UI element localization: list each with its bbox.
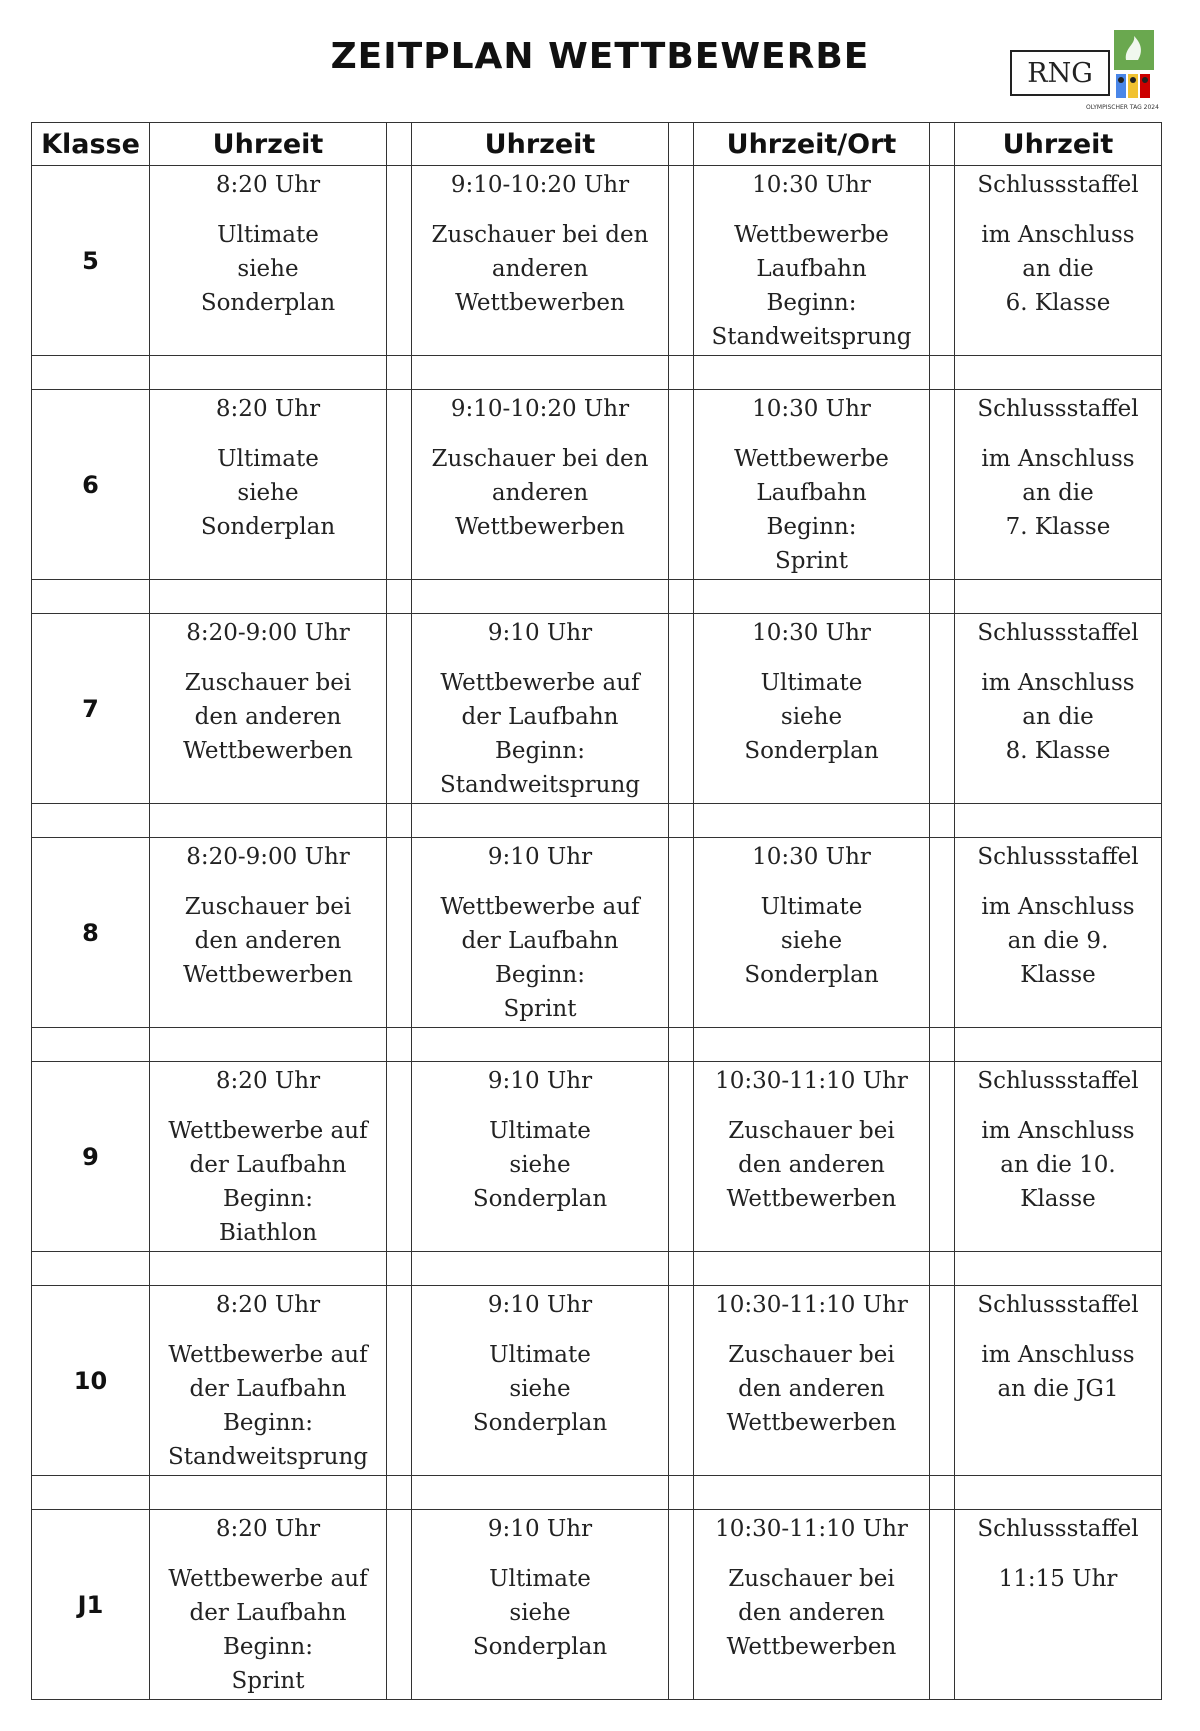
gap-cell xyxy=(669,804,694,838)
gap-cell xyxy=(955,804,1162,838)
cell-text-line: 6. Klasse xyxy=(1005,290,1111,316)
schedule-cell xyxy=(694,838,930,1028)
gap-cell xyxy=(694,580,930,614)
gap-row xyxy=(32,804,1162,838)
cell-text-line: im Anschluss xyxy=(981,894,1135,920)
schedule-cell xyxy=(150,614,387,804)
cell-time: 9:10 Uhr xyxy=(487,1292,593,1318)
cell-text-line: den anderen xyxy=(738,1152,885,1178)
gap-cell xyxy=(669,1252,694,1286)
cell-text-line: siehe xyxy=(237,480,299,506)
table-row xyxy=(32,166,1162,356)
cell-text-line: Ultimate xyxy=(489,1566,591,1592)
gap-cell xyxy=(387,804,412,838)
cell-text-line: Wettbewerben xyxy=(183,738,353,764)
cell-time: 8:20 Uhr xyxy=(215,1292,321,1318)
cell-text-line: siehe xyxy=(237,256,299,282)
cell-time: Schlussstaffel xyxy=(977,1516,1139,1542)
cell-time: 9:10 Uhr xyxy=(487,1068,593,1094)
gap-cell xyxy=(930,1028,955,1062)
cell-text-line: der Laufbahn xyxy=(461,928,619,954)
cell-text-line: Zuschauer bei den xyxy=(431,446,649,472)
schedule-table xyxy=(31,122,1162,1700)
schedule-cell xyxy=(150,838,387,1028)
spacer-column xyxy=(930,1510,955,1700)
spacer-column xyxy=(930,838,955,1028)
header-uhrzeit-2: Uhrzeit xyxy=(412,123,669,166)
olympic-torch-icon xyxy=(1114,30,1154,102)
gap-cell xyxy=(32,356,150,390)
cell-time: 8:20 Uhr xyxy=(215,172,321,198)
schedule-cell xyxy=(955,390,1162,580)
cell-text-line: Beginn: xyxy=(495,962,585,988)
schedule-cell xyxy=(412,838,669,1028)
gap-cell xyxy=(412,1476,669,1510)
schedule-cell xyxy=(694,1062,930,1252)
cell-text-line: Wettbewerben xyxy=(726,1186,897,1212)
cell-time: 9:10 Uhr xyxy=(487,844,593,870)
spacer-column xyxy=(669,1286,694,1476)
cell-text-line: Zuschauer bei den xyxy=(431,222,649,248)
schedule-cell xyxy=(412,1510,669,1700)
schedule-cell xyxy=(150,166,387,356)
gap-cell xyxy=(412,1252,669,1286)
cell-text-line: Beginn: xyxy=(223,1410,313,1436)
cell-time: 9:10 Uhr xyxy=(487,1516,593,1542)
klasse-cell: J1 xyxy=(32,1510,150,1700)
cell-text-line: den anderen xyxy=(194,928,342,954)
cell-text-line: Beginn: xyxy=(766,290,857,316)
spacer-column xyxy=(669,1062,694,1252)
cell-text-line: siehe xyxy=(509,1376,571,1402)
cell-text-line: Ultimate xyxy=(489,1342,591,1368)
logo-subtext: OLYMPISCHER TAG 2024 xyxy=(1086,104,1159,111)
table-row xyxy=(32,1062,1162,1252)
gap-cell xyxy=(669,1476,694,1510)
cell-text-line: Biathlon xyxy=(218,1220,318,1246)
gap-cell xyxy=(669,580,694,614)
gap-cell xyxy=(32,580,150,614)
spacer-column xyxy=(387,838,412,1028)
cell-text-line: Klasse xyxy=(1020,962,1096,988)
cell-time: Schlussstaffel xyxy=(977,1292,1139,1318)
cell-text-line: 7. Klasse xyxy=(1005,514,1111,540)
gap-cell xyxy=(150,1028,387,1062)
school-logo xyxy=(1010,30,1160,112)
cell-text-line: Wettbewerbe auf xyxy=(168,1566,368,1592)
spacer-column xyxy=(669,123,694,166)
gap-cell xyxy=(669,356,694,390)
cell-text-line: Ultimate xyxy=(760,670,863,696)
gap-cell xyxy=(930,356,955,390)
schedule-cell xyxy=(955,166,1162,356)
cell-text-line: Wettbewerben xyxy=(183,962,353,988)
cell-time: 8:20 Uhr xyxy=(215,396,321,422)
gap-cell xyxy=(412,1028,669,1062)
cell-text-line: Wettbewerbe auf xyxy=(440,894,640,920)
cell-text-line: im Anschluss xyxy=(981,446,1135,472)
cell-time: Schlussstaffel xyxy=(977,620,1139,646)
cell-text-line: anderen xyxy=(491,480,589,506)
gap-cell xyxy=(930,580,955,614)
cell-text-line: Klasse xyxy=(1020,1186,1096,1212)
cell-text-line: Wettbewerben xyxy=(726,1410,897,1436)
spacer-column xyxy=(669,838,694,1028)
cell-text-line: der Laufbahn xyxy=(461,704,619,730)
cell-text-line: siehe xyxy=(509,1600,571,1626)
spacer-column xyxy=(387,390,412,580)
table-row xyxy=(32,1286,1162,1476)
cell-text-line: Wettbewerbe xyxy=(734,446,889,472)
cell-text-line: siehe xyxy=(780,928,843,954)
cell-time: 10:30-11:10 Uhr xyxy=(715,1068,908,1094)
gap-cell xyxy=(150,1476,387,1510)
gap-row xyxy=(32,1476,1162,1510)
cell-text-line: anderen xyxy=(491,256,589,282)
klasse-cell: 6 xyxy=(32,390,150,580)
gap-cell xyxy=(387,356,412,390)
cell-time: Schlussstaffel xyxy=(977,1068,1139,1094)
cell-text-line: Wettbewerben xyxy=(455,290,625,316)
cell-time: Schlussstaffel xyxy=(977,396,1139,422)
table-row xyxy=(32,390,1162,580)
cell-time: 8:20 Uhr xyxy=(215,1068,321,1094)
cell-text-line: Sonderplan xyxy=(472,1186,608,1212)
cell-text-line: Beginn: xyxy=(495,738,585,764)
gap-cell xyxy=(669,1028,694,1062)
page-title: ZEITPLAN WETTBEWERBE xyxy=(330,36,870,77)
gap-cell xyxy=(150,580,387,614)
gap-cell xyxy=(930,1476,955,1510)
gap-cell xyxy=(387,1476,412,1510)
table-row xyxy=(32,614,1162,804)
cell-text-line: Ultimate xyxy=(217,446,319,472)
cell-text-line: der Laufbahn xyxy=(189,1600,347,1626)
cell-text-line: Zuschauer bei xyxy=(728,1118,895,1144)
cell-text-line: im Anschluss xyxy=(981,670,1135,696)
cell-text-line: den anderen xyxy=(194,704,342,730)
cell-text-line: Laufbahn xyxy=(756,256,867,282)
cell-text-line: Zuschauer bei xyxy=(184,670,352,696)
gap-cell xyxy=(955,356,1162,390)
cell-time: 9:10 Uhr xyxy=(487,620,593,646)
schedule-body xyxy=(32,166,1162,1700)
cell-time: Schlussstaffel xyxy=(977,844,1139,870)
cell-time: Schlussstaffel xyxy=(977,172,1139,198)
schedule-cell xyxy=(150,1286,387,1476)
cell-text-line: Wettbewerbe auf xyxy=(440,670,640,696)
spacer-column xyxy=(387,1286,412,1476)
klasse-cell: 10 xyxy=(32,1286,150,1476)
schedule-cell xyxy=(412,614,669,804)
gap-cell xyxy=(694,1476,930,1510)
gap-cell xyxy=(412,356,669,390)
cell-text-line: an die 10. xyxy=(1000,1152,1116,1178)
cell-text-line: Ultimate xyxy=(217,222,319,248)
spacer-column xyxy=(387,1510,412,1700)
header-uhrzeit-1: Uhrzeit xyxy=(150,123,387,166)
cell-text-line: Sonderplan xyxy=(472,1634,608,1660)
cell-text-line: der Laufbahn xyxy=(189,1376,347,1402)
gap-cell xyxy=(387,580,412,614)
gap-cell xyxy=(150,804,387,838)
cell-time: 8:20-9:00 Uhr xyxy=(186,620,350,646)
gap-cell xyxy=(387,1252,412,1286)
cell-text-line: Wettbewerbe xyxy=(734,222,889,248)
cell-text-line: Sonderplan xyxy=(200,514,336,540)
cell-text-line: Beginn: xyxy=(766,514,857,540)
cell-text-line: siehe xyxy=(780,704,843,730)
gap-cell xyxy=(32,1028,150,1062)
klasse-cell: 8 xyxy=(32,838,150,1028)
cell-time: 10:30 Uhr xyxy=(752,620,871,646)
cell-text-line: den anderen xyxy=(738,1600,885,1626)
gap-cell xyxy=(694,804,930,838)
cell-text-line: Standweitsprung xyxy=(439,772,640,798)
gap-cell xyxy=(955,1476,1162,1510)
cell-text-line: im Anschluss xyxy=(981,222,1135,248)
cell-text-line: Sprint xyxy=(775,548,848,574)
schedule-cell xyxy=(955,1286,1162,1476)
header-uhrzeit-ort: Uhrzeit/Ort xyxy=(694,123,930,166)
gap-row xyxy=(32,1252,1162,1286)
cell-text-line: Wettbewerben xyxy=(455,514,625,540)
cell-text-line: Zuschauer bei xyxy=(184,894,352,920)
header-klasse: Klasse xyxy=(32,123,150,166)
cell-time: 10:30 Uhr xyxy=(752,396,871,422)
cell-text-line: 8. Klasse xyxy=(1005,738,1111,764)
cell-text-line: Standweitsprung xyxy=(711,324,912,350)
gap-cell xyxy=(412,580,669,614)
gap-cell xyxy=(150,1252,387,1286)
schedule-cell xyxy=(150,390,387,580)
cell-text-line: der Laufbahn xyxy=(189,1152,347,1178)
cell-text-line: im Anschluss xyxy=(981,1342,1135,1368)
klasse-cell: 9 xyxy=(32,1062,150,1252)
gap-cell xyxy=(412,804,669,838)
gap-row xyxy=(32,356,1162,390)
cell-time: 9:10-10:20 Uhr xyxy=(450,396,630,422)
schedule-cell xyxy=(412,166,669,356)
cell-text-line: Sonderplan xyxy=(744,962,879,988)
gap-row xyxy=(32,580,1162,614)
cell-text-line: Wettbewerbe auf xyxy=(168,1342,368,1368)
cell-text-line: Sprint xyxy=(231,1668,305,1694)
cell-text-line: den anderen xyxy=(738,1376,885,1402)
gap-cell xyxy=(955,1252,1162,1286)
cell-text-line: 11:15 Uhr xyxy=(998,1566,1118,1592)
cell-text-line: Wettbewerben xyxy=(726,1634,897,1660)
spacer-column xyxy=(930,1286,955,1476)
logo-text: RNG xyxy=(1010,50,1110,96)
cell-text-line: Ultimate xyxy=(489,1118,591,1144)
gap-cell xyxy=(930,1252,955,1286)
cell-text-line: siehe xyxy=(509,1152,571,1178)
spacer-column xyxy=(930,390,955,580)
spacer-column xyxy=(669,390,694,580)
cell-text-line: Zuschauer bei xyxy=(728,1342,895,1368)
cell-text-line: Standweitsprung xyxy=(167,1444,368,1470)
cell-text-line: Sonderplan xyxy=(744,738,879,764)
cell-text-line: an die 9. xyxy=(1007,928,1109,954)
schedule-cell xyxy=(955,1510,1162,1700)
cell-text-line: Beginn: xyxy=(223,1634,313,1660)
cell-text-line: an die JG1 xyxy=(997,1376,1119,1402)
klasse-cell: 5 xyxy=(32,166,150,356)
cell-text-line: an die xyxy=(1022,480,1094,506)
schedule-cell xyxy=(150,1062,387,1252)
schedule-cell xyxy=(694,614,930,804)
cell-time: 10:30 Uhr xyxy=(752,172,871,198)
cell-text-line: Ultimate xyxy=(760,894,863,920)
cell-text-line: Wettbewerbe auf xyxy=(168,1118,368,1144)
cell-text-line: an die xyxy=(1022,704,1094,730)
cell-text-line: Laufbahn xyxy=(756,480,867,506)
schedule-cell xyxy=(412,1062,669,1252)
cell-text-line: im Anschluss xyxy=(981,1118,1135,1144)
schedule-cell xyxy=(694,1286,930,1476)
cell-time: 8:20 Uhr xyxy=(215,1516,321,1542)
gap-row xyxy=(32,1028,1162,1062)
spacer-column xyxy=(930,166,955,356)
table-row xyxy=(32,838,1162,1028)
cell-time: 10:30-11:10 Uhr xyxy=(715,1292,908,1318)
schedule-cell xyxy=(412,1286,669,1476)
header-uhrzeit-4: Uhrzeit xyxy=(955,123,1162,166)
cell-time: 10:30 Uhr xyxy=(752,844,871,870)
cell-time: 8:20-9:00 Uhr xyxy=(186,844,350,870)
cell-text-line: Zuschauer bei xyxy=(728,1566,895,1592)
klasse-cell: 7 xyxy=(32,614,150,804)
cell-text-line: Sonderplan xyxy=(472,1410,608,1436)
gap-cell xyxy=(694,356,930,390)
spacer-column xyxy=(387,166,412,356)
schedule-cell xyxy=(412,390,669,580)
gap-cell xyxy=(387,1028,412,1062)
table-row xyxy=(32,1510,1162,1700)
schedule-cell xyxy=(955,614,1162,804)
cell-text-line: Sonderplan xyxy=(200,290,336,316)
spacer-column xyxy=(930,123,955,166)
gap-cell xyxy=(955,1028,1162,1062)
gap-cell xyxy=(32,1476,150,1510)
spacer-column xyxy=(669,166,694,356)
cell-text-line: an die xyxy=(1022,256,1094,282)
spacer-column xyxy=(930,1062,955,1252)
gap-cell xyxy=(32,1252,150,1286)
schedule-cell xyxy=(694,166,930,356)
spacer-column xyxy=(387,614,412,804)
spacer-column xyxy=(669,614,694,804)
gap-cell xyxy=(150,356,387,390)
gap-cell xyxy=(32,804,150,838)
gap-cell xyxy=(930,804,955,838)
cell-text-line: Sprint xyxy=(503,996,577,1022)
spacer-column xyxy=(387,1062,412,1252)
schedule-cell xyxy=(150,1510,387,1700)
cell-time: 9:10-10:20 Uhr xyxy=(450,172,630,198)
gap-cell xyxy=(955,580,1162,614)
cell-text-line: Beginn: xyxy=(223,1186,313,1212)
spacer-column xyxy=(930,614,955,804)
header-row xyxy=(32,123,1162,166)
cell-time: 10:30-11:10 Uhr xyxy=(715,1516,908,1542)
gap-cell xyxy=(694,1252,930,1286)
spacer-column xyxy=(669,1510,694,1700)
spacer-column xyxy=(387,123,412,166)
schedule-cell xyxy=(955,838,1162,1028)
gap-cell xyxy=(694,1028,930,1062)
schedule-cell xyxy=(955,1062,1162,1252)
schedule-cell xyxy=(694,1510,930,1700)
schedule-cell xyxy=(694,390,930,580)
